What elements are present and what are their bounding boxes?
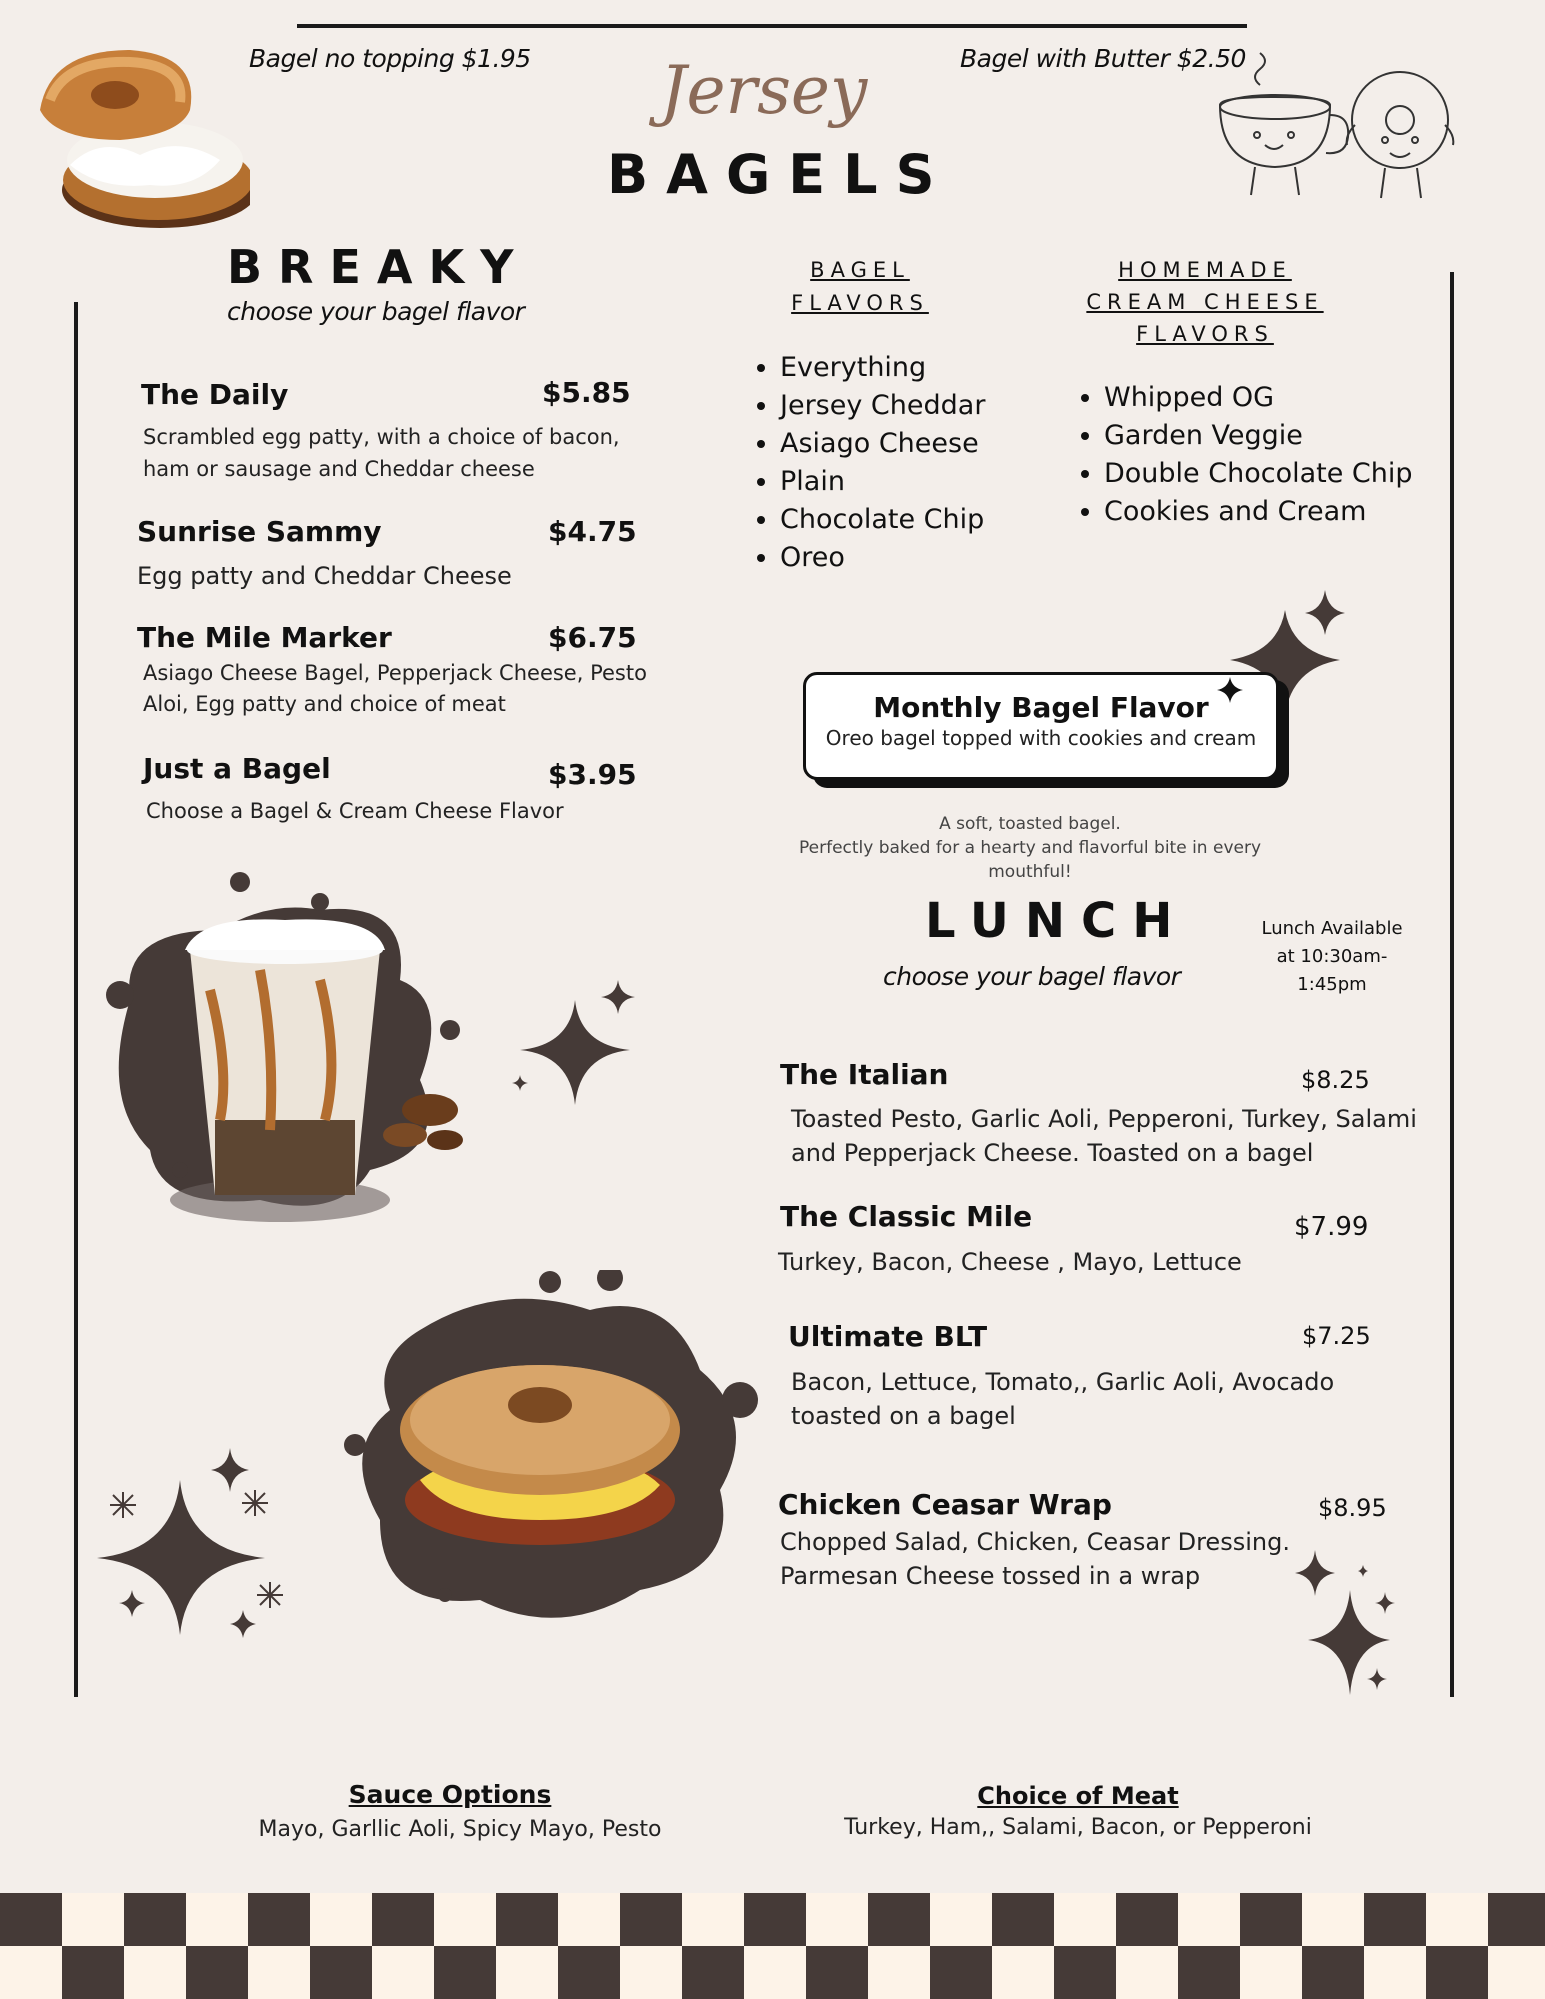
brand-title: BAGELS bbox=[607, 143, 953, 206]
item-price: $8.95 bbox=[1318, 1494, 1387, 1522]
check-square bbox=[434, 1946, 496, 1999]
check-square bbox=[620, 1893, 682, 1946]
sauce-options-text: Mayo, Garllic Aoli, Spicy Mayo, Pesto bbox=[258, 1817, 662, 1842]
list-item: • Double Chocolate Chip bbox=[1104, 455, 1413, 493]
check-square bbox=[496, 1893, 558, 1946]
item-description: Choose a Bagel & Cream Cheese Flavor bbox=[146, 799, 564, 823]
check-square bbox=[1054, 1946, 1116, 1999]
cream-cheese-bagel-image bbox=[30, 40, 250, 240]
item-price: $3.95 bbox=[548, 758, 637, 791]
check-square bbox=[1488, 1893, 1545, 1946]
left-frame-line bbox=[74, 302, 78, 1697]
check-square bbox=[1116, 1893, 1178, 1946]
check-square bbox=[310, 1946, 372, 1999]
check-square bbox=[372, 1893, 434, 1946]
coffee-bagel-doodle-icon bbox=[1205, 45, 1465, 215]
tagline: A soft, toasted bagel. Perfectly baked for a hearty and flavorful bite in every mouthful! bbox=[798, 814, 1262, 882]
breaky-subtitle: choose your bagel flavor bbox=[227, 297, 525, 326]
monthly-title: Monthly Bagel Flavor bbox=[873, 691, 1209, 724]
sparkle-cluster-icon bbox=[1290, 1540, 1400, 1700]
bagel-no-topping-price: Bagel no topping $1.95 bbox=[249, 44, 531, 73]
list-item: • Asiago Cheese bbox=[780, 425, 985, 463]
item-name: Chicken Ceasar Wrap bbox=[778, 1488, 1112, 1521]
check-square bbox=[992, 1893, 1054, 1946]
item-name: The Daily bbox=[141, 378, 289, 411]
check-square bbox=[1426, 1946, 1488, 1999]
check-square bbox=[806, 1946, 868, 1999]
brand-script: Jersey bbox=[660, 52, 868, 129]
item-description: Bacon, Lettuce, Tomato,, Garlic Aoli, Avocado toasted on a bagel bbox=[791, 1368, 1335, 1430]
item-description: Scrambled egg patty, with a choice of bacon, ham or sausage and Cheddar cheese bbox=[143, 425, 620, 481]
right-frame-line bbox=[1450, 272, 1454, 1697]
item-name: Ultimate BLT bbox=[788, 1320, 988, 1353]
check-square bbox=[248, 1893, 310, 1946]
lunch-availability: Lunch Available at 10:30am- 1:45pm bbox=[1261, 918, 1403, 995]
list-item: • Oreo bbox=[780, 539, 985, 577]
item-description: Toasted Pesto, Garlic Aoli, Pepperoni, Turkey, Salami and Pepperjack Cheese. Toasted on a bagel bbox=[791, 1105, 1417, 1167]
lunch-subtitle: choose your bagel flavor bbox=[883, 962, 1181, 991]
item-name: The Classic Mile bbox=[780, 1200, 1033, 1233]
item-price: $7.25 bbox=[1302, 1322, 1371, 1350]
lunch-title: LUNCH bbox=[925, 893, 1189, 949]
check-square bbox=[868, 1893, 930, 1946]
item-name: The Mile Marker bbox=[137, 621, 392, 654]
iced-coffee-image bbox=[100, 870, 480, 1240]
breaky-title: BREAKY bbox=[227, 240, 530, 294]
item-name: Just a Bagel bbox=[143, 752, 331, 785]
item-price: $5.85 bbox=[542, 376, 631, 409]
list-item: • Jersey Cheddar bbox=[780, 387, 985, 425]
bagel-flavors-heading: BAGEL FLAVORS bbox=[791, 258, 929, 315]
list-item: • Everything bbox=[780, 349, 985, 387]
list-item: • Cookies and Cream bbox=[1104, 493, 1413, 531]
bagel-sandwich-image bbox=[340, 1270, 770, 1640]
list-item: • Chocolate Chip bbox=[780, 501, 985, 539]
monthly-flavor-card bbox=[803, 672, 1279, 780]
item-price: $7.99 bbox=[1294, 1212, 1369, 1242]
list-item: • Garden Veggie bbox=[1104, 417, 1413, 455]
list-item: • Whipped OG bbox=[1104, 379, 1413, 417]
check-square bbox=[186, 1946, 248, 1999]
small-sparkle-icon bbox=[1215, 675, 1245, 705]
check-square bbox=[558, 1946, 620, 1999]
item-name: The Italian bbox=[780, 1058, 949, 1091]
sauce-options-heading: Sauce Options bbox=[348, 1780, 552, 1809]
check-square bbox=[1240, 1893, 1302, 1946]
top-rule bbox=[297, 24, 1247, 28]
check-square bbox=[744, 1893, 806, 1946]
item-description: Asiago Cheese Bagel, Pepperjack Cheese, Pesto Aloi, Egg patty and choice of meat bbox=[143, 661, 647, 716]
checkerboard-border bbox=[0, 1893, 1545, 1999]
check-square bbox=[0, 1893, 62, 1946]
check-square bbox=[124, 1893, 186, 1946]
item-description: Egg patty and Cheddar Cheese bbox=[137, 562, 512, 590]
item-price: $6.75 bbox=[548, 621, 637, 654]
choice-of-meat-heading: Choice of Meat bbox=[977, 1782, 1179, 1810]
list-item: • Plain bbox=[780, 463, 985, 501]
item-price: $4.75 bbox=[548, 515, 637, 548]
item-description: Turkey, Bacon, Cheese , Mayo, Lettuce bbox=[778, 1248, 1242, 1276]
item-description: Chopped Salad, Chicken, Ceasar Dressing. Parmesan Cheese tossed in a wrap bbox=[780, 1528, 1290, 1590]
sparkle-icon bbox=[505, 980, 645, 1120]
monthly-description: Oreo bagel topped with cookies and cream bbox=[825, 726, 1257, 750]
check-square bbox=[1364, 1893, 1426, 1946]
item-name: Sunrise Sammy bbox=[137, 515, 382, 548]
choice-of-meat-text: Turkey, Ham,, Salami, Bacon, or Pepperoni bbox=[844, 1815, 1312, 1840]
check-square bbox=[930, 1946, 992, 1999]
check-square bbox=[682, 1946, 744, 1999]
bagel-with-butter-price: Bagel with Butter $2.50 bbox=[960, 44, 1246, 73]
check-square bbox=[1302, 1946, 1364, 1999]
item-price: $8.25 bbox=[1301, 1066, 1370, 1094]
sparkle-cluster-icon bbox=[95, 1440, 295, 1640]
check-square bbox=[1178, 1946, 1240, 1999]
bagel-flavor-list bbox=[746, 349, 985, 577]
check-square bbox=[62, 1946, 124, 1999]
cream-cheese-flavor-list bbox=[1070, 379, 1413, 531]
cream-cheese-flavors-heading: HOMEMADE CREAM CHEESE FLAVORS bbox=[1086, 258, 1324, 346]
